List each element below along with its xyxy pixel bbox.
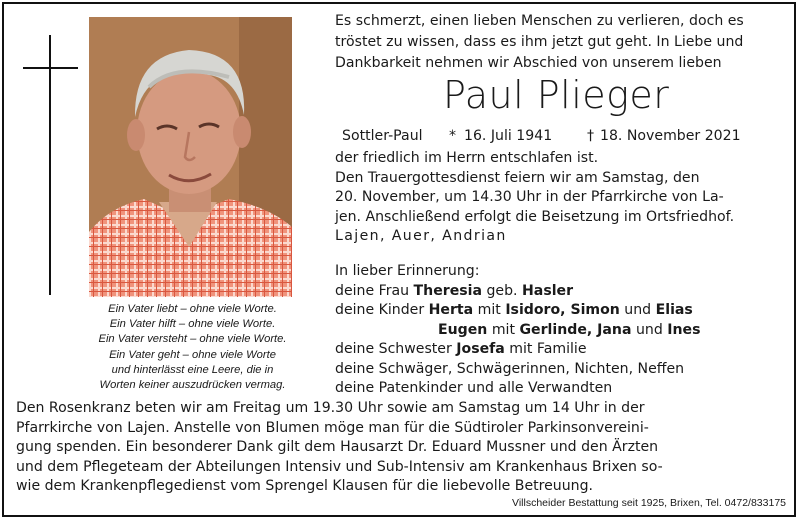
- family-wife: deine Frau Theresia geb. Hasler: [335, 282, 574, 299]
- intro-line: Dankbarkeit nehmen wir Abschied von unserem lieben: [335, 55, 722, 71]
- birth-symbol: *: [449, 128, 457, 144]
- poem-line: Ein Vater geht – ohne viele Worte: [109, 348, 276, 361]
- closing-line: und dem Pflegeteam der Abteilungen Intensiv und Sub-Intensiv am Krankenhaus Brixen so-: [16, 458, 663, 475]
- closing-text: [16, 399, 786, 497]
- family-children: deine Kinder Herta mit Isidoro, Simon und Elias: [335, 302, 693, 318]
- family-intro: In lieber Erinnerung:: [335, 263, 480, 279]
- service-line: 20. November, um 14.30 Uhr in der Pfarrkirche von La-: [335, 189, 724, 205]
- closing-line: Pfarrkirche von Lajen. Anstelle von Blumen möge man für die Südtiroler Parkinsonvereini-: [16, 419, 649, 436]
- family-inlaws: deine Schwäger, Schwägerinnen, Nichten, Neffen: [335, 360, 685, 377]
- poem-line: Ein Vater versteht – ohne viele Worte.: [98, 333, 287, 346]
- family-list: [335, 262, 780, 399]
- service-line: jen. Anschließend erfolgt die Beisetzung im Ortsfriedhof.: [335, 208, 735, 225]
- closing-line: Den Rosenkranz beten wir am Freitag um 19.30 Uhr sowie am Samstag um 14 Uhr in der: [16, 400, 645, 416]
- poem-line: und hinterlässt eine Leere, die in: [111, 363, 274, 376]
- places: Lajen, Auer, Andrian: [335, 228, 507, 244]
- death-date: 18. November 2021: [600, 128, 741, 144]
- service-line: der friedlich im Herrn entschlafen ist.: [335, 150, 599, 166]
- family-children-2: Eugen mit Gerlinde, Jana und Ines: [438, 321, 701, 338]
- poem-line: Ein Vater liebt – ohne viele Worte.: [108, 303, 277, 315]
- poem-line: Ein Vater hilft – ohne viele Worte.: [109, 318, 276, 331]
- birth-date: 16. Juli 1941: [464, 128, 553, 144]
- nickname: Sottler-Paul: [342, 128, 423, 144]
- funeral-home-footer: Villscheider Bestattung seit 1925, Brixen, Tel. 0472/833175: [512, 497, 786, 509]
- family-sister: deine Schwester Josefa mit Familie: [335, 341, 587, 357]
- intro-text: [335, 11, 779, 74]
- cross-icon: [49, 35, 51, 295]
- intro-line: tröstet zu wissen, dass es ihm jetzt gut geht. In Liebe und: [335, 34, 744, 50]
- cross-bar: [23, 67, 78, 69]
- portrait-photo: [89, 17, 292, 297]
- closing-line: wie dem Krankenpflegedienst vom Sprengel Klausen für die liebevolle Betreuung.: [16, 478, 594, 494]
- service-text: [335, 149, 780, 247]
- poem: [80, 302, 305, 393]
- family-godchildren: deine Patenkinder und alle Verwandten: [335, 380, 613, 396]
- intro-line: Es schmerzt, einen lieben Menschen zu verlieren, doch es: [335, 13, 744, 29]
- closing-line: gung spenden. Ein besonderer Dank gilt dem Hausarzt Dr. Eduard Mussner und den Ärzten: [16, 439, 659, 455]
- deceased-name: Paul Plieger: [443, 73, 670, 117]
- poem-line: Worten keiner auszudrücken vermag.: [99, 379, 286, 392]
- death-symbol: †: [587, 128, 595, 144]
- service-line: Den Trauergottesdienst feiern wir am Samstag, den: [335, 169, 700, 186]
